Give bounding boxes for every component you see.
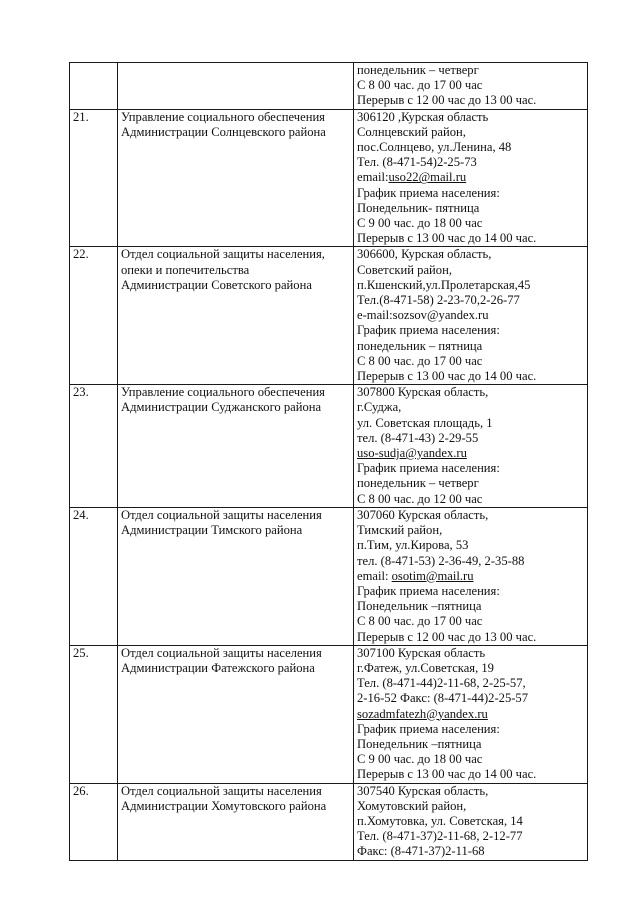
contact-line: Хомутовский район, — [357, 798, 467, 813]
email-line — [357, 569, 585, 584]
email-link[interactable]: uso22@mail.ru — [388, 170, 467, 185]
contact-info — [354, 645, 588, 783]
contact-line: Перерыв с 12 00 час до 13 00 час. — [357, 93, 537, 108]
contact-line: ул. Советская площадь, 1 — [357, 415, 493, 430]
contact-line: С 8 00 час. до 12 00 час — [357, 491, 483, 506]
row-number: 25. — [70, 645, 118, 783]
organization-name — [118, 645, 354, 783]
contact-line: Перерыв с 12 00 час до 13 00 час. — [357, 629, 537, 644]
organization-name-line: Администрации Фатежского района — [121, 660, 315, 675]
organization-name-line: опеки и попечительства — [121, 262, 250, 277]
contact-line: Солнцевский район, — [357, 124, 466, 139]
contact-line: График приема населения: — [357, 461, 500, 476]
contact-line: понедельник – четверг — [357, 63, 479, 77]
contact-line: С 8 00 час. до 17 00 час — [357, 614, 483, 629]
contact-info — [354, 109, 588, 247]
email-line — [357, 707, 585, 722]
email-link[interactable]: uso-sudja@yandex.ru — [357, 446, 467, 461]
contact-line: Тел.(8-471-58) 2-23-70,2-26-77 — [357, 293, 520, 308]
contact-line: С 8 00 час. до 17 00 час — [357, 353, 483, 368]
email-line — [357, 446, 585, 461]
contact-line: тел. (8-471-43) 2-29-55 — [357, 430, 479, 445]
email-line — [357, 170, 585, 185]
social-protection-offices-table — [69, 62, 588, 861]
contact-line: п.Хомутовка, ул. Советская, 14 — [357, 813, 523, 828]
organization-name-line: Отдел социальной защиты населения — [121, 783, 322, 798]
contact-info — [354, 247, 588, 385]
contact-line: Тел. (8-471-54)2-25-73 — [357, 155, 477, 170]
email-label: email: — [357, 568, 392, 583]
organization-name — [118, 109, 354, 247]
contact-line: п.Кшенский,ул.Пролетарская,45 — [357, 277, 531, 292]
table-row — [70, 385, 588, 508]
organization-name-line: Управление социального обеспечения — [121, 109, 325, 124]
contact-info — [354, 507, 588, 645]
contact-info — [354, 63, 588, 110]
contact-line: Тел. (8-471-37)2-11-68, 2-12-77 — [357, 829, 523, 844]
organization-name — [118, 783, 354, 860]
row-number: 23. — [70, 385, 118, 508]
contact-info — [354, 385, 588, 508]
organization-name — [118, 247, 354, 385]
organization-name-line: Отдел социальной защиты населения, — [121, 247, 325, 262]
organization-name-line: Администрации Тимского района — [121, 523, 303, 538]
contact-line: 307540 Курская область, — [357, 783, 489, 798]
contact-line: e-mail:sozsov@yandex.ru — [357, 308, 489, 323]
contact-line: График приема населения: — [357, 323, 500, 338]
email-link[interactable]: sozadmfatezh@yandex.ru — [357, 706, 488, 721]
table-row — [70, 247, 588, 385]
contact-line: Советский район, — [357, 262, 452, 277]
organization-name-line: Администрации Суджанского района — [121, 400, 322, 415]
contact-line: График приема населения: — [357, 583, 500, 598]
organization-name-line: Управление социального обеспечения — [121, 385, 325, 400]
contact-line: г.Суджа, — [357, 400, 402, 415]
contact-line: Тимский район, — [357, 523, 443, 538]
row-number — [70, 63, 118, 110]
contact-line: 306600, Курская область, — [357, 247, 492, 262]
contact-line: пос.Солнцево, ул.Ленина, 48 — [357, 140, 512, 155]
table-row — [70, 645, 588, 783]
table-body — [70, 63, 588, 861]
contact-line: понедельник – пятница — [357, 338, 483, 353]
contact-line: 307800 Курская область, — [357, 385, 489, 400]
row-number: 21. — [70, 109, 118, 247]
contact-line: График приема населения: — [357, 185, 500, 200]
contact-line: понедельник – четверг — [357, 476, 479, 491]
contact-line: 307100 Курская область — [357, 645, 486, 660]
contact-line: Тел. (8-471-44)2-11-68, 2-25-57, — [357, 676, 526, 691]
contact-info — [354, 783, 588, 860]
contact-line: г.Фатеж, ул.Советская, 19 — [357, 660, 494, 675]
contact-line: Перерыв с 13 00 час до 14 00 час. — [357, 369, 537, 384]
contact-line: тел. (8-471-53) 2-36-49, 2-35-88 — [357, 553, 525, 568]
organization-name-line: Администрации Хомутовского района — [121, 798, 327, 813]
contact-line: 306120 ,Курская область — [357, 109, 489, 124]
contact-line: Понедельник –пятница — [357, 736, 482, 751]
contact-line: Перерыв с 13 00 час до 14 00 час. — [357, 767, 537, 782]
table-row — [70, 783, 588, 860]
contact-line: Факс: (8-471-37)2-11-68 — [357, 844, 485, 859]
organization-name — [118, 507, 354, 645]
contact-line: Понедельник- пятница — [357, 200, 480, 215]
organization-name — [118, 63, 354, 110]
row-number: 24. — [70, 507, 118, 645]
organization-name-line: Отдел социальной защиты населения — [121, 507, 322, 522]
contact-line: График приема населения: — [357, 721, 500, 736]
row-number: 22. — [70, 247, 118, 385]
contact-line: 2-16-52 Факс: (8-471-44)2-25-57 — [357, 691, 529, 706]
organization-name-line: Администрации Солнцевского района — [121, 124, 326, 139]
table-row — [70, 63, 588, 110]
contact-line: С 9 00 час. до 18 00 час — [357, 752, 483, 767]
contact-line: 307060 Курская область, — [357, 507, 489, 522]
contact-line: С 9 00 час. до 18 00 час — [357, 216, 483, 231]
table-row — [70, 109, 588, 247]
organization-name-line: Отдел социальной защиты населения — [121, 645, 322, 660]
contact-line: С 8 00 час. до 17 00 час — [357, 78, 483, 93]
contact-line: Понедельник –пятница — [357, 599, 482, 614]
organization-name-line: Администрации Советского района — [121, 277, 312, 292]
email-link[interactable]: osotim@mail.ru — [391, 568, 474, 583]
organization-name — [118, 385, 354, 508]
contact-line: Перерыв с 13 00 час до 14 00 час. — [357, 231, 537, 246]
table-row — [70, 507, 588, 645]
email-label: email: — [357, 170, 389, 185]
contact-line: п.Тим, ул.Кирова, 53 — [357, 538, 469, 553]
row-number: 26. — [70, 783, 118, 860]
